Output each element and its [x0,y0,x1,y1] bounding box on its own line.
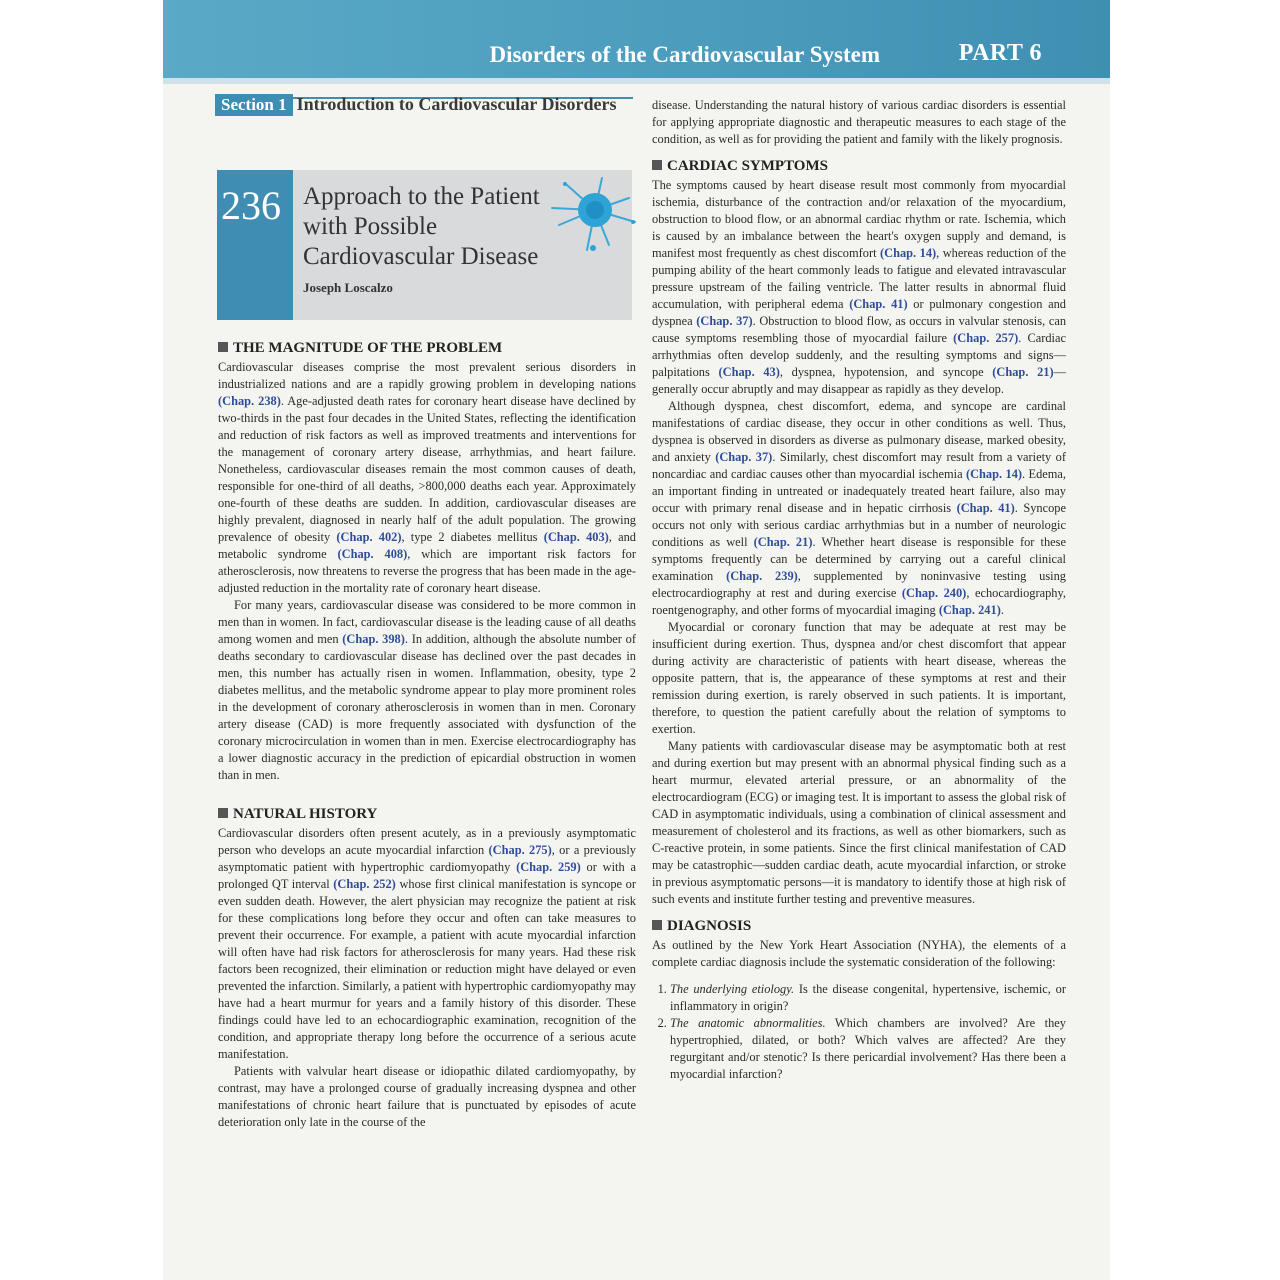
section-badge: Section 1 [215,94,293,116]
list-item: 2. The anatomic abnormalities. Which chambers are involved? Are they hypertrophied, dilated, or both? Which valves are affected? Are they regurgitant and/or stenotic? Is there pericardial involvement? Has there been a myocardial infarction? [670,1015,1066,1083]
diagnosis-list [652,981,1066,1083]
chapter-ref[interactable]: (Chap. 238) [218,394,281,408]
chapter-ref[interactable]: (Chap. 408) [337,547,408,561]
section-title: Introduction to Cardiovascular Disorders [296,94,617,114]
banner-rule [163,78,1110,84]
part-number: PART 6 [958,40,1042,66]
chapter-ref[interactable]: (Chap. 41) [849,297,908,311]
chapter-ref[interactable]: (Chap. 37) [696,314,753,328]
chapter-number: 236 [221,183,281,228]
chapter-author: Joseph Loscalzo [303,280,393,295]
chapter-ref[interactable]: (Chap. 41) [956,501,1015,515]
chapter-ref[interactable]: (Chap. 43) [718,365,780,379]
heading-square-icon [218,342,228,352]
chapter-header [217,170,632,320]
chapter-ref[interactable]: (Chap. 240) [901,586,967,600]
diagnosis-intro: As outlined by the New York Heart Association (NYHA), the elements of a complete cardiac diagnosis include the systematic consideration of the following: [652,938,1066,969]
section-heading [215,94,633,116]
heading-square-icon [652,160,662,170]
part-banner [163,0,1110,78]
chapter-ref[interactable]: (Chap. 14) [965,467,1023,481]
chapter-ref[interactable]: (Chap. 402) [336,530,402,544]
magnitude-paragraph-1: Cardiovascular diseases comprise the most prevalent serious disorders in industrialized nations and are a rapidly growing problem in developing nations (Chap. 238). Age-adjusted death rates for coronary heart disease have declined by two-thirds in the past four decades in the United States, reflecting the identification and reduction of risk factors as well as improved treatments and interventions for the management of coronary artery disease, arrhythmias, and heart failure. Nonetheless, cardiovascular diseases remain the most common causes of death, responsible for one-third of all deaths, >800,000 deaths each year. Approximately one-fourth of these deaths are sudden. In addition, cardiovascular diseases are highly prevalent, diagnosed in nearly half of the adult population. The growing prevalence of obesity (Chap. 402), type 2 diabetes mellitus (Chap. 403), and metabolic syndrome (Chap. 408), which are important risk factors for atherosclerosis, now threatens to reverse the progress that has been made in the age-adjusted reduction in the mortality rate of coronary heart disease. [218,360,636,595]
chapter-ref[interactable]: (Chap. 398) [342,632,405,646]
natural-history-paragraph-2: Patients with valvular heart disease or idiopathic dilated cardiomyopathy, by contrast, may have a prolonged course of gradually increasing dyspnea and other manifestations of chronic heart failure that is punctuated by episodes of acute deterioration only late in the course of the [218,1064,636,1129]
list-item: 1. The underlying etiology. Is the disease congenital, hypertensive, ischemic, or inflammatory in origin? [670,981,1066,1015]
right-column [652,97,1066,1083]
chapter-ref[interactable]: (Chap. 275) [488,843,552,857]
chapter-title: Approach to the Patient with Possible Cardiovascular Disease [303,183,540,270]
part-title: Disorders of the Cardiovascular System [489,42,880,67]
symptoms-paragraph-4: Many patients with cardiovascular disease may be asymptomatic both at rest and during exertion but may present with an abnormal physical finding such as a heart murmur, elevated arterial pressure, or an abnormality of the electrocardiogram (ECG) or imaging test. It is important to assess the global risk of CAD in asymptomatic individuals, using a combination of clinical assessment and measurement of cholesterol and its fractions, as well as other biomarkers, such as C-reactive protein, in some patients. Since the first clinical manifestation of CAD may be catastrophic—sudden cardiac death, acute myocardial infarction, or stroke in previous asymptomatic persons—it is mandatory to identify those at high risk of such events and institute further testing and preventive measures. [652,739,1066,906]
chapter-ref[interactable]: (Chap. 21) [753,535,813,549]
symptoms-heading: CARDIAC SYMPTOMS [652,158,1066,175]
symptoms-paragraph-2: Although dyspnea, chest discomfort, edema, and syncope are cardinal manifestations of cardiac disease, they occur in other conditions as well. Thus, dyspnea is observed in disorders as diverse as pulmonary disease, marked obesity, and anxiety (Chap. 37). Similarly, chest discomfort may result from a variety of noncardiac and cardiac causes other than myocardial ischemia (Chap. 14). Edema, an important finding in untreated or inadequately treated heart failure, also may occur with primary renal disease and in hepatic cirrhosis (Chap. 41). Syncope occurs not only with serious cardiac arrhythmias but in a number of neurologic conditions as well (Chap. 21). Whether heart disease is responsible for these symptoms frequently can be determined by carrying out a careful clinical examination (Chap. 239), supplemented by noninvasive testing using electrocardiography at rest and during exercise (Chap. 240), echocardiography, roentgenography, and other forms of myocardial imaging (Chap. 241). [652,399,1067,617]
natural-history-paragraph-1: Cardiovascular disorders often present acutely, as in a previously asymptomatic person who develops an acute myocardial infarction (Chap. 275), or a previously asymptomatic patient with hypertrophic cardiomyopathy (Chap. 259) or with a prolonged QT interval (Chap. 252) whose first clinical manifestation is syncope or even sudden death. However, the alert physician may recognize the patient at risk for these complications long before they occur and often can take measures to prevent their occurrence. For example, a patient with acute myocardial infarction will often have had risk factors for atherosclerosis for many years. Had these risk factors been recognized, their elimination or reduction might have delayed or even prevented the infarction. Similarly, a patient with hypertrophic cardiomyopathy may have had a heart murmur for years and a family history of this disorder. These findings could have led to an echocardiographic examination, recognition of the condition, and appropriate therapy long before the occurrence of a serious acute manifestation. [218,826,636,1061]
left-column [218,340,636,1131]
chapter-ref[interactable]: (Chap. 37) [715,450,773,464]
chapter-ref[interactable]: (Chap. 239) [726,569,798,583]
chapter-ref[interactable]: (Chap. 259) [516,860,581,874]
chapter-ref[interactable]: (Chap. 21) [992,365,1054,379]
chapter-ref[interactable]: (Chap. 257) [953,331,1019,345]
heading-square-icon [218,808,228,818]
ink-splash-icon [547,170,637,265]
chapter-ref[interactable]: (Chap. 252) [333,877,396,891]
magnitude-heading: THE MAGNITUDE OF THE PROBLEM [218,340,636,357]
chapter-ref[interactable]: (Chap. 14) [880,246,937,260]
magnitude-paragraph-2: For many years, cardiovascular disease was considered to be more common in men than in women. In fact, cardiovascular disease is the leading cause of all deaths among women and men (Chap. 398). In addition, although the absolute number of deaths secondary to cardiovascular disease has declined over the past decades in men, this number has actually risen in women. Inflammation, obesity, type 2 diabetes mellitus, and the metabolic syndrome appear to play more prominent roles in the development of coronary atherosclerosis in women than in men. Coronary artery disease (CAD) is more frequently associated with dysfunction of the coronary microcirculation in women than in men. Exercise electrocardiography has a lower diagnostic accuracy in the prediction of epicardial obstruction in women than in men. [218,598,636,782]
chapter-number-panel [217,170,293,320]
book-page [163,0,1110,1280]
chapter-ref[interactable]: (Chap. 403) [543,530,609,544]
natural-history-continuation: disease. Understanding the natural history of various cardiac disorders is essential for applying appropriate diagnostic and therapeutic measures to each stage of the condition, as well as for providing the patient and family with the likely prognosis. [652,98,1066,146]
chapter-ref[interactable]: (Chap. 241) [938,603,1001,617]
symptoms-paragraph-3: Myocardial or coronary function that may be adequate at rest may be insufficient during exertion. Thus, dyspnea and/or chest discomfort that appear during activity are characteristic of patients with heart disease, whereas the opposite pattern, that is, the appearance of these symptoms at rest and their remission during exertion, is rarely observed in such patients. It is important, therefore, to question the patient carefully about the relation of symptoms to exertion. [652,620,1066,736]
heading-square-icon [652,920,662,930]
diagnosis-heading: DIAGNOSIS [652,918,1066,935]
symptoms-paragraph-1: The symptoms caused by heart disease result most commonly from myocardial ischemia, disturbance of the contraction and/or relaxation of the myocardium, obstruction to blood flow, or an abnormal cardiac rhythm or rate. Ischemia, which is caused by an imbalance between the heart's oxygen supply and demand, is manifest most frequently as chest discomfort (Chap. 14), whereas reduction of the pumping ability of the heart commonly leads to fatigue and elevated intravascular pressure upstream of the failing ventricle. The latter results in abnormal fluid accumulation, with peripheral edema (Chap. 41) or pulmonary congestion and dyspnea (Chap. 37). Obstruction to blood flow, as occurs in valvular stenosis, can cause symptoms resembling those of myocardial failure (Chap. 257). Cardiac arrhythmias often develop suddenly, and the resulting symptoms and signs—palpitations (Chap. 43), dyspnea, hypotension, and syncope (Chap. 21)—generally occur abruptly and may disappear as rapidly as they develop. [652,178,1067,396]
natural-history-heading: NATURAL HISTORY [218,806,636,823]
